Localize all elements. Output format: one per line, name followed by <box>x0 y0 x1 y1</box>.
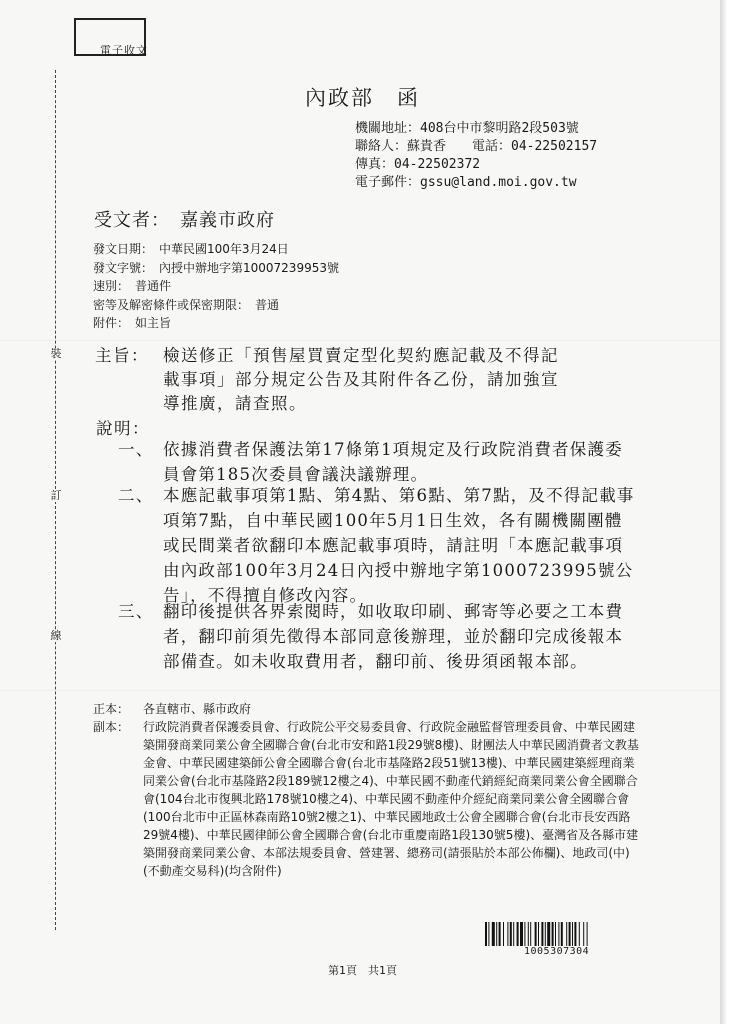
item-text: 依據消費者保護法第17條第1項規定及行政院消費者保護委員會第185次委員會議決議辦理。 <box>163 440 623 484</box>
sender-contact: 聯絡人：蘇貴香 電話：04-22502157 <box>355 139 598 154</box>
explanation-label: 說明： <box>96 419 150 438</box>
document-title: 內政部 函 <box>305 86 420 110</box>
cc-recipients-row <box>93 718 653 880</box>
original-recipients-row <box>93 700 653 718</box>
subject-label: 主旨： <box>95 346 149 365</box>
scan-edge <box>720 0 744 1024</box>
delivery-speed: 速別： 普通件 <box>93 279 172 293</box>
sender-address: 機關地址：408台中市黎明路2段503號 <box>355 121 579 136</box>
original-label: 正本： <box>93 702 130 716</box>
original-recipients: 各直轄市、縣市政府 <box>143 702 252 716</box>
explanation-item <box>118 599 648 674</box>
barcode-number: 1005307304 <box>524 946 590 957</box>
barcode <box>485 922 628 946</box>
cc-label: 副本： <box>93 720 130 734</box>
stamp-label: 電子收文 <box>100 44 148 57</box>
issue-date: 發文日期： 中華民國100年3月24日 <box>93 242 289 256</box>
security-level: 密等及解密條件或保密期限： 普通 <box>93 297 280 312</box>
recipient: 受文者： 嘉義市政府 <box>94 210 275 231</box>
item-number: 二、 <box>118 486 154 505</box>
fold-line <box>0 340 720 342</box>
subject-section <box>95 344 655 416</box>
distribution-list <box>93 700 653 880</box>
page-number: 第1頁 共1頁 <box>328 964 397 977</box>
binding-mark: 裝 <box>50 347 62 360</box>
binding-mark: 線 <box>50 629 62 642</box>
cc-recipients: 行政院消費者保護委員會、行政院公平交易委員會、行政院金融監督管理委員會、中華民國建築開發商業同業公會全國聯合會(台北市安和路1段29號8樓)、財團法人中華民國消費者文教基金會、中華民國建築師公會全國聯合會(台北市基隆路2段51號13樓)、中華民國建築經理商業同業公會(台北市基隆路2段189號12樓之4)、中華民國不動產代銷經紀商業同業公會全國聯合會(104台北市復興北路178號10樓之4)、中華民國不動產仲介經紀商業同業公會全國聯合會(100台北市中正區林森南路10號2樓之1)、中華民國地政士公會全國聯合會(台北市長安西路29號4樓)、中華民國律師公會全國聯合會(台北市重慶南路1段130號5樓)、臺灣省及各縣市建築開發商業同業公會、本部法規委員會、營建署、總務司(請張貼於本部公佈欄)、地政司(中)(不動產交易科)(均含附件) <box>143 720 639 878</box>
sender-fax: 傳真：04-22502372 <box>355 157 481 172</box>
binding-mark: 訂 <box>50 489 62 502</box>
item-text: 本應記載事項第1點、第4點、第6點、第7點，及不得記載事項第7點，自中華民國100年5月1日生效，各有關機關團體或民間業者欲翻印本應記載事項時，請註明「本應記載事項由內政部100年3月24日內授中辦地字第1000723995號公告」，不得擅自修改內容。 <box>163 486 635 605</box>
explanation-item <box>118 437 648 487</box>
item-number: 一、 <box>118 440 154 459</box>
document-meta <box>93 240 339 333</box>
sender-info <box>355 120 597 192</box>
subject-text: 檢送修正「預售屋買賣定型化契約應記載及不得記載事項」部分規定公告及其附件各乙份，請加強宣導推廣，請查照。 <box>163 346 559 413</box>
item-number: 三、 <box>118 602 154 621</box>
fold-line <box>0 690 720 692</box>
sender-email: 電子郵件：gssu@land.moi.gov.tw <box>355 175 577 190</box>
document-number: 發文字號： 內授中辦地字第10007239953號 <box>93 260 339 275</box>
attachment-note: 附件： 如主旨 <box>93 316 172 330</box>
explanation-item <box>118 483 648 608</box>
item-text: 翻印後提供各界索閱時，如收取印刷、郵寄等必要之工本費者，翻印前須先徵得本部同意後辦理，並於翻印完成後報本部備查。如未收取費用者，翻印前、後毋須函報本部。 <box>163 602 624 671</box>
